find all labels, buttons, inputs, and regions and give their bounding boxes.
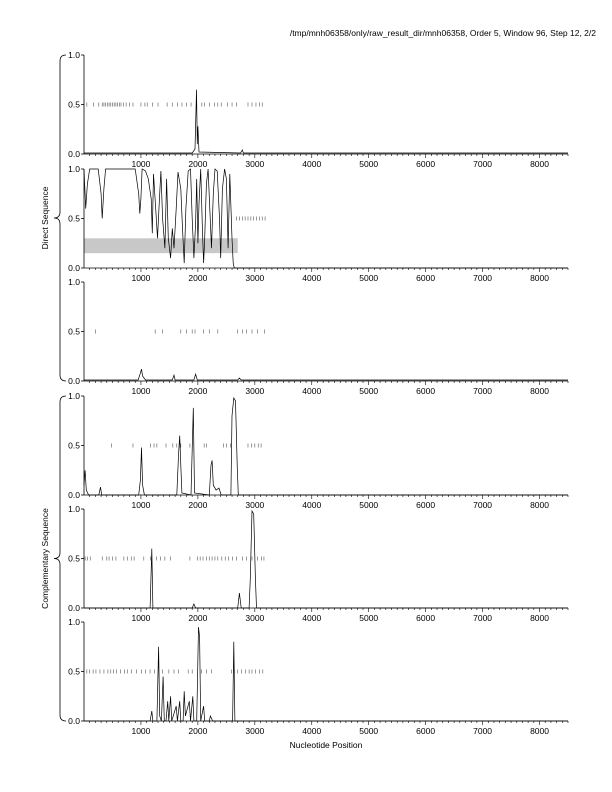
x-axis-label: Nucleotide Position — [289, 740, 363, 750]
x-tick-label: 4000 — [302, 386, 322, 396]
series-line — [84, 369, 568, 380]
group-label: Direct Sequence — [40, 186, 50, 250]
panel-6 — [68, 617, 568, 736]
y-tick-label: 0.5 — [68, 326, 80, 337]
y-tick-label: 1.0 — [68, 504, 80, 514]
x-tick-label: 2000 — [188, 273, 208, 283]
y-tick-label: 0.5 — [68, 666, 80, 677]
y-tick-label: 0.0 — [68, 716, 80, 726]
panel-2 — [68, 164, 568, 283]
x-tick-label: 7000 — [473, 386, 493, 396]
y-tick-label: 1.0 — [68, 164, 80, 174]
y-tick-label: 1.0 — [68, 277, 80, 287]
y-tick-label: 1.0 — [68, 617, 80, 627]
x-tick-label: 6000 — [416, 273, 436, 283]
x-tick-label: 3000 — [245, 159, 265, 169]
y-tick-label: 1.0 — [68, 391, 80, 401]
y-tick-label: 0.0 — [68, 603, 80, 613]
x-tick-label: 4000 — [302, 273, 322, 283]
x-tick-label: 8000 — [530, 386, 549, 396]
x-tick-label: 6000 — [416, 159, 436, 169]
y-tick-label: 0.5 — [68, 553, 80, 564]
plot-panels — [68, 50, 568, 736]
panel-1 — [68, 50, 568, 169]
y-tick-label: 1.0 — [68, 50, 80, 60]
highlight-band — [84, 238, 238, 253]
x-tick-label: 7000 — [473, 613, 493, 623]
x-tick-label: 3000 — [245, 500, 265, 510]
y-tick-label: 0.0 — [68, 263, 80, 273]
x-tick-label: 8000 — [530, 500, 549, 510]
series-line — [84, 90, 568, 153]
group-bracket — [54, 55, 66, 381]
x-tick-label: 2000 — [188, 386, 208, 396]
x-tick-label: 7000 — [473, 273, 493, 283]
x-tick-label: 8000 — [530, 613, 549, 623]
y-tick-label: 0.0 — [68, 149, 80, 159]
x-tick-label: 6000 — [416, 726, 436, 736]
x-tick-label: 8000 — [530, 726, 549, 736]
y-tick-label: 0.0 — [68, 490, 80, 500]
x-tick-label: 2000 — [188, 500, 208, 510]
x-tick-label: 6000 — [416, 500, 436, 510]
x-tick-label: 5000 — [359, 613, 379, 623]
x-tick-label: 6000 — [416, 386, 436, 396]
sequence-group-brackets — [40, 55, 66, 721]
y-tick-label: 0.5 — [68, 213, 80, 224]
x-tick-label: 5000 — [359, 386, 379, 396]
x-tick-label: 7000 — [473, 726, 493, 736]
group-1 — [40, 55, 66, 381]
x-tick-label: 5000 — [359, 500, 379, 510]
x-tick-label: 3000 — [245, 726, 265, 736]
x-tick-label: 1000 — [131, 273, 151, 283]
x-tick-label: 4000 — [302, 613, 322, 623]
panel-4 — [68, 391, 568, 510]
x-tick-label: 8000 — [530, 159, 549, 169]
x-tick-label: 5000 — [359, 273, 379, 283]
series-line — [84, 627, 568, 721]
panel-3 — [68, 277, 568, 396]
x-tick-label: 2000 — [188, 726, 208, 736]
chart-title: /tmp/mnh06358/only/raw_result_dir/mnh06358, Order 5, Window 96, Step 12, 2/2 — [289, 28, 596, 38]
group-bracket — [54, 396, 66, 721]
group-2 — [40, 396, 66, 721]
x-tick-label: 4000 — [302, 159, 322, 169]
x-tick-label: 8000 — [530, 273, 549, 283]
x-tick-label: 1000 — [131, 726, 151, 736]
x-tick-label: 1000 — [131, 613, 151, 623]
x-tick-label: 5000 — [359, 726, 379, 736]
x-tick-label: 3000 — [245, 613, 265, 623]
x-tick-label: 4000 — [302, 726, 322, 736]
x-tick-label: 2000 — [188, 613, 208, 623]
y-tick-label: 0.5 — [68, 99, 80, 110]
y-tick-label: 0.5 — [68, 440, 80, 451]
x-tick-label: 3000 — [245, 273, 265, 283]
panel-5 — [68, 504, 568, 623]
x-tick-label: 1000 — [131, 500, 151, 510]
group-label: Complementary Sequence — [40, 508, 50, 609]
x-tick-label: 3000 — [245, 386, 265, 396]
y-tick-label: 0.0 — [68, 376, 80, 386]
x-tick-label: 7000 — [473, 159, 493, 169]
x-tick-label: 5000 — [359, 159, 379, 169]
x-tick-label: 6000 — [416, 613, 436, 623]
x-tick-label: 4000 — [302, 500, 322, 510]
x-tick-label: 2000 — [188, 159, 208, 169]
x-tick-label: 1000 — [131, 159, 151, 169]
x-tick-label: 7000 — [473, 500, 493, 510]
x-tick-label: 1000 — [131, 386, 151, 396]
